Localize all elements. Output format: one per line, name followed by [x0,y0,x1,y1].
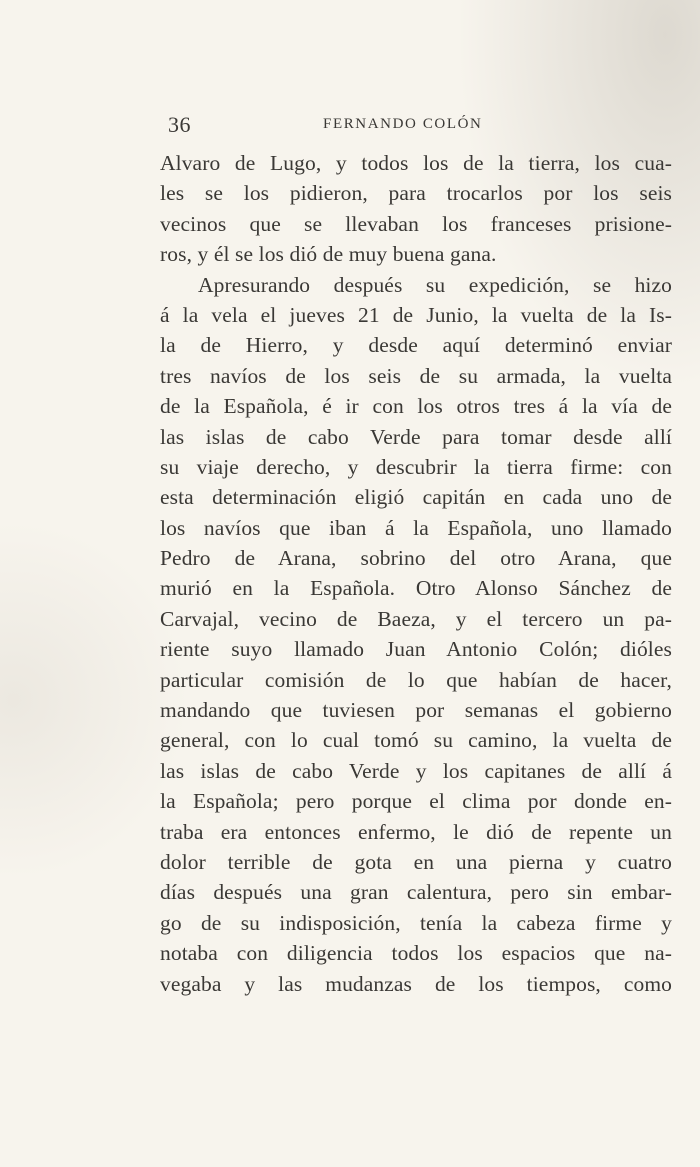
text-line: la Española; pero porque el clima por donde en- [160,789,672,814]
text-line: esta determinación eligió capitán en cada uno de [160,485,672,510]
text-line: riente suyo llamado Juan Antonio Colón; dióles [160,637,672,662]
text-line: Carvajal, vecino de Baeza, y el tercero un pa- [160,606,672,631]
text-line: la de Hierro, y desde aquí determinó enviar [160,333,672,358]
running-head: FERNANDO COLÓN [323,116,483,132]
text-line: su viaje derecho, y descubrir la tierra firme: con [160,454,672,479]
text-line: las islas de cabo Verde y los capitanes de allí á [160,758,672,783]
text-line: Apresurando después su expedición, se hizo [198,272,672,297]
text-line: tres navíos de los seis de su armada, la vuelta [160,363,672,388]
text-line: les se los pidieron, para trocarlos por los seis [160,181,672,206]
text-line: general, con lo cual tomó su camino, la vuelta de [160,728,672,753]
text-line: go de su indisposición, tenía la cabeza firme y [160,910,672,935]
text-line: los navíos que iban á la Española, uno llamado [160,515,672,540]
page-number: 36 [168,112,191,137]
text-line: las islas de cabo Verde para tomar desde allí [160,424,672,449]
text-line: murió en la Española. Otro Alonso Sánchez de [160,576,672,601]
text-line: Alvaro de Lugo, y todos los de la tierra, los cua- [160,151,672,175]
body-text [160,148,672,999]
text-line: traba era entonces enfermo, le dió de repente un [160,819,672,844]
text-line: á la vela el jueves 21 de Junio, la vuelta de la Is- [160,302,672,327]
text-line: días después una gran calentura, pero sin embar- [160,880,672,905]
page-header [168,112,508,142]
text-line: de la Española, é ir con los otros tres á la vía de [160,394,672,419]
text-line: Pedro de Arana, sobrino del otro Arana, que [160,546,672,571]
text-line: particular comisión de lo que habían de hacer, [160,667,672,692]
text-line: notaba con diligencia todos los espacios que na- [160,941,672,966]
text-line: dolor terrible de gota en una pierna y cuatro [160,849,672,874]
text-line: mandando que tuviesen por semanas el gobierno [160,698,672,723]
text-line: ros, y él se los dió de muy buena gana. [160,242,497,267]
text-line: vegaba y las mudanzas de los tiempos, como [160,971,672,996]
text-line: vecinos que se llevaban los franceses prisione- [160,211,672,236]
